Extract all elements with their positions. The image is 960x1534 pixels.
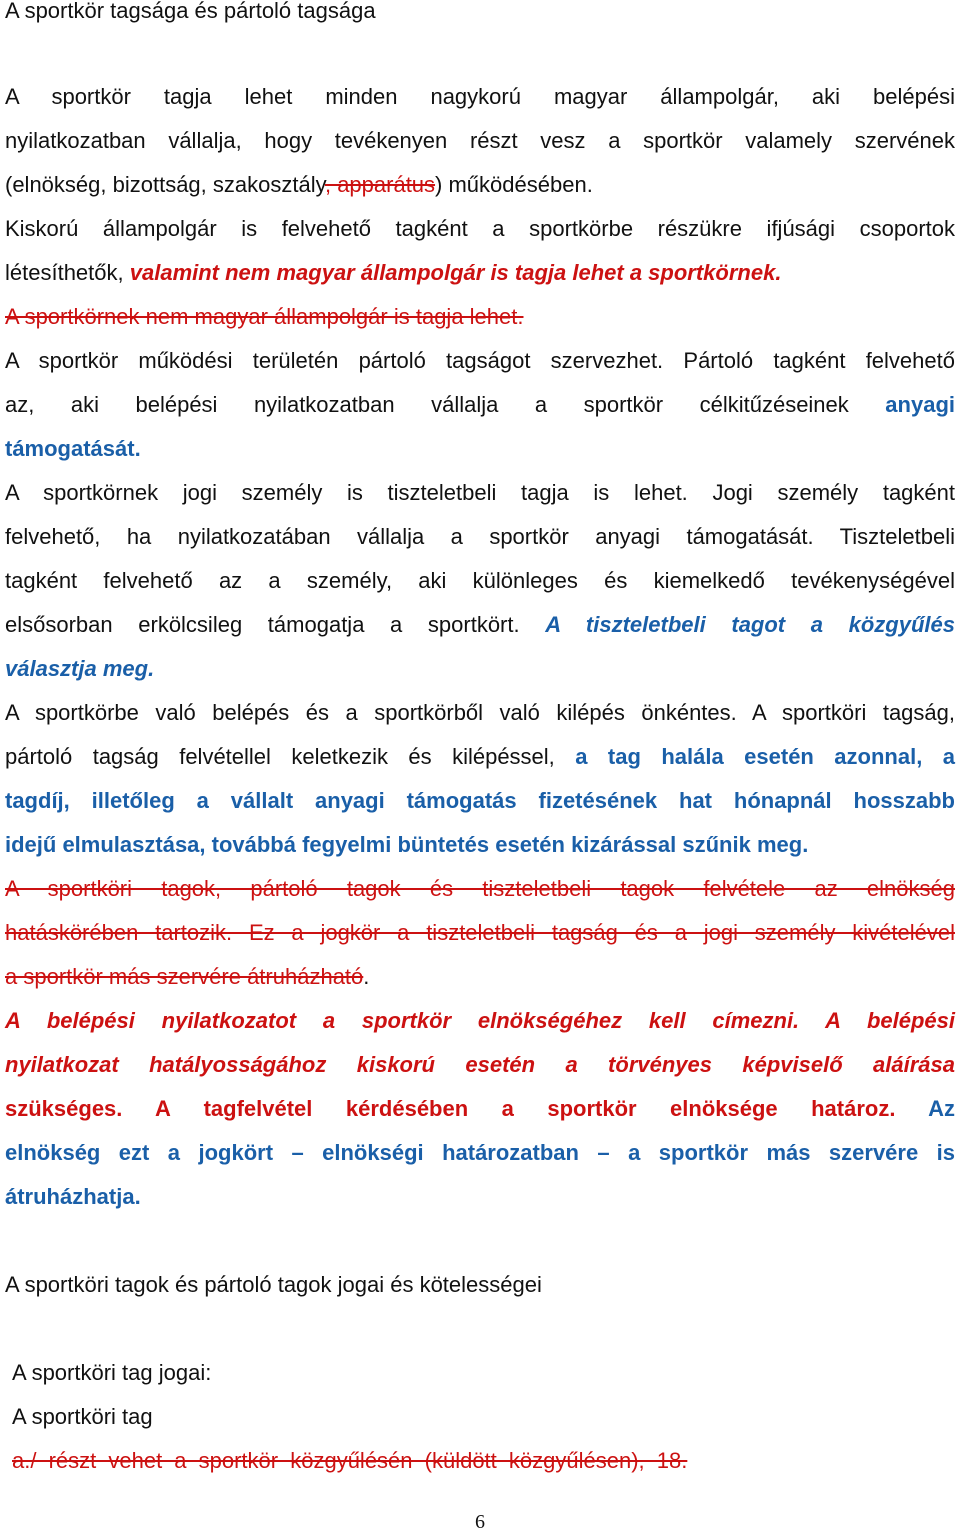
inserted-text: idejű elmulasztása, továbbá fegyelmi büntetés esetén kizárással szűnik meg. (5, 832, 809, 857)
p3-line-3: tagként felvehető az a személy, aki különleges és kiemelkedő tevékenységével (5, 568, 955, 593)
deleted-list-item: a./ részt vehet a sportkör közgyűlésén (küldött közgyűlésen), 18. (12, 1448, 688, 1473)
p1-line-5 (5, 258, 955, 288)
deleted-sentence: A sportköri tagok, pártoló tagok és tiszteletbeli tagok felvétele az elnökség (5, 876, 955, 901)
inserted-text: A tiszteletbeli tagot a közgyűlés (545, 612, 955, 637)
section-title: A sportköri tagok és pártoló tagok jogai és kötelességei (5, 1272, 542, 1297)
p1-line-2: nyilatkozatban vállalja, hogy tevékenyen részt vesz a sportkör valamely szervének (5, 128, 955, 153)
deleted-text: a sportkör más szervére átruházható (5, 964, 364, 989)
p1-line-4: Kiskorú állampolgár is felvehető tagként a sportkörbe részükre ifjúsági csoportok (5, 216, 955, 241)
inserted-text: elnökség ezt a jogkört – elnökségi határozatban – a sportkör más szervére is (5, 1140, 955, 1165)
rights-title: A sportköri tag jogai: (12, 1360, 212, 1385)
deleted-sentence: A sportkörnek nem magyar állampolgár is tagja lehet. (5, 304, 524, 329)
deleted-text: , apparátus (324, 172, 436, 197)
inserted-text: tagdíj, illetőleg a vállalt anyagi támogatás fizetésének hat hónapnál hosszabb (5, 788, 955, 813)
p4-line-2-text: pártoló tagság felvétellel keletkezik és kilépéssel, (5, 744, 576, 769)
inserted-text: valamint nem magyar állampolgár is tagja lehet a sportkörnek. (129, 260, 782, 285)
p5-line-3 (5, 962, 955, 992)
inserted-text: nyilatkozat hatályosságához kiskorú esetén a törvényes képviselő aláírása (5, 1052, 955, 1077)
inserted-text: A belépési nyilatkozatot a sportkör elnökségéhez kell címezni. A belépési (5, 1008, 955, 1033)
rights-subtitle: A sportköri tag (12, 1404, 153, 1429)
inserted-text: átruházhatja. (5, 1184, 141, 1209)
p4-line-1: A sportkörbe való belépés és a sportkörből való kilépés önkéntes. A sportköri tagság, (5, 700, 955, 725)
p6-line-3 (5, 1094, 955, 1124)
p1-line-3 (5, 170, 955, 200)
p3-line-4-text: elsősorban erkölcsileg támogatja a sportkört. (5, 612, 546, 637)
page-number: 6 (475, 1511, 485, 1533)
inserted-text: támogatását. (5, 436, 141, 461)
deleted-sentence: hatáskörében tartozik. Ez a jogkör a tiszteletbeli tagság és a jogi személy kivételével (5, 920, 955, 945)
section-heading: A sportkör tagsága és pártoló tagsága (5, 0, 376, 23)
inserted-text: szükséges. A tagfelvétel kérdésében a sportkör elnöksége határoz. (5, 1096, 929, 1121)
p3-line-4 (5, 610, 955, 640)
p1-line-1: A sportkör tagja lehet minden nagykorú magyar állampolgár, aki belépési (5, 84, 955, 109)
inserted-text: választja meg. (5, 656, 155, 681)
inserted-text: anyagi (885, 392, 955, 417)
p3-line-2: felvehető, ha nyilatkozatában vállalja a sportkör anyagi támogatását. Tiszteletbeli (5, 524, 955, 549)
inserted-text: a tag halála esetén azonnal, a (575, 744, 955, 769)
p4-line-2 (5, 742, 955, 772)
p2-line-2 (5, 390, 955, 420)
period: . (363, 964, 370, 989)
inserted-text: Az (928, 1096, 955, 1121)
p2-line-2-text: az, aki belépési nyilatkozatban vállalja a sportkör célkitűzéseinek (5, 392, 886, 417)
p1-line-3-text: (elnökség, bizottság, szakosztály (5, 172, 325, 197)
p1-line-5-text: létesíthetők, (5, 260, 130, 285)
p2-line-1: A sportkör működési területén pártoló tagságot szervezhet. Pártoló tagként felvehető (5, 348, 955, 373)
p1-line-3-end: ) működésében. (435, 172, 593, 197)
p3-line-1: A sportkörnek jogi személy is tiszteletbeli tagja is lehet. Jogi személy tagként (5, 480, 955, 505)
